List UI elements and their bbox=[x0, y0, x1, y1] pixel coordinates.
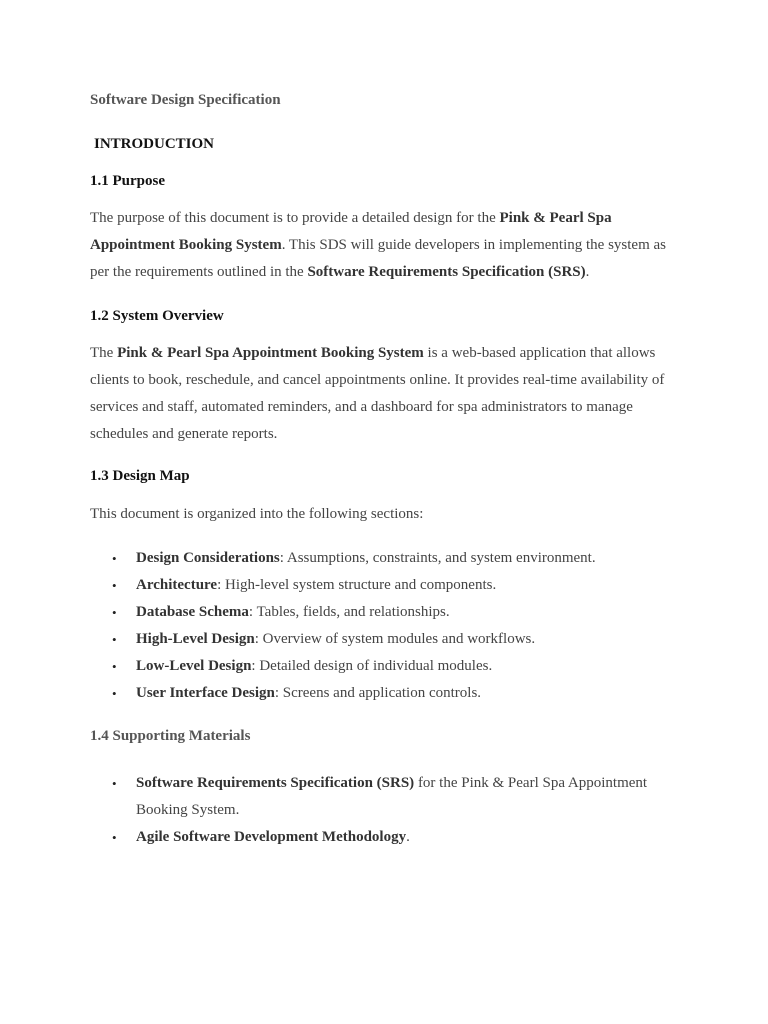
list-item-term: High-Level Design bbox=[136, 631, 255, 647]
bullet-marker: • bbox=[112, 686, 117, 701]
text-segment: . This SDS will guide developers in implementing the system as per the requirements outlined in the bbox=[90, 237, 666, 280]
supporting-materials-list bbox=[90, 770, 680, 851]
list-item-desc: . bbox=[406, 829, 410, 845]
bullet-marker: • bbox=[112, 830, 117, 845]
text-segment: is a web-based application that allows clients to book, reschedule, and cancel appointments online. It provides real-time availability of services and staff, automated reminders, and a dashboard for spa administrators to manage schedules and generate reports. bbox=[90, 345, 665, 442]
list-item bbox=[90, 770, 680, 824]
list-item bbox=[90, 572, 680, 599]
bullet-marker: • bbox=[112, 776, 117, 791]
paragraph-design-map-intro: This document is organized into the following sections: bbox=[90, 506, 424, 522]
list-item-term: Low-Level Design bbox=[136, 658, 252, 674]
bold-segment: Pink & Pearl Spa Appointment Booking System bbox=[117, 345, 424, 361]
bullet-marker: • bbox=[112, 659, 117, 674]
list-item-term: Architecture bbox=[136, 577, 218, 593]
list-item-term: Agile Software Development Methodology bbox=[136, 829, 407, 845]
list-item-desc: for the Pink & Pearl Spa Appointment Booking System. bbox=[136, 775, 648, 818]
heading-system-overview: 1.2 System Overview bbox=[90, 308, 224, 324]
list-item-desc: : High-level system structure and components. bbox=[217, 577, 497, 593]
list-item-term: Database Schema bbox=[136, 604, 249, 620]
bullet-marker: • bbox=[112, 605, 117, 620]
list-item bbox=[90, 599, 680, 626]
paragraph-purpose bbox=[90, 205, 680, 286]
text-segment: The bbox=[90, 345, 118, 361]
list-item-desc: : Screens and application controls. bbox=[274, 685, 482, 701]
heading-purpose: 1.1 Purpose bbox=[90, 173, 165, 189]
paragraph-system-overview bbox=[90, 340, 680, 448]
list-item-term: User Interface Design bbox=[136, 685, 275, 701]
document-title: Software Design Specification bbox=[90, 92, 281, 108]
list-item-desc: : Detailed design of individual modules. bbox=[251, 658, 493, 674]
heading-supporting-materials: 1.4 Supporting Materials bbox=[90, 728, 251, 744]
list-item-desc: : Assumptions, constraints, and system environment. bbox=[279, 550, 596, 566]
text-segment: The purpose of this document is to provide a detailed design for the bbox=[90, 210, 500, 226]
list-item bbox=[90, 626, 680, 653]
bullet-marker: • bbox=[112, 578, 117, 593]
bullet-marker: • bbox=[112, 551, 117, 566]
list-item-desc: : Tables, fields, and relationships. bbox=[248, 604, 450, 620]
list-item bbox=[90, 545, 680, 572]
bold-segment: Pink & Pearl Spa Appointment Booking System bbox=[90, 210, 612, 253]
bullet-marker: • bbox=[112, 632, 117, 647]
list-item bbox=[90, 653, 680, 680]
list-item-term: Design Considerations bbox=[136, 550, 280, 566]
bold-segment: Software Requirements Specification (SRS) bbox=[307, 264, 586, 280]
list-item bbox=[90, 824, 680, 851]
section-heading-introduction: INTRODUCTION bbox=[94, 136, 215, 152]
text-segment: . bbox=[585, 264, 590, 280]
heading-design-map: 1.3 Design Map bbox=[90, 468, 190, 484]
list-item bbox=[90, 680, 680, 707]
list-item-term: Software Requirements Specification (SRS) bbox=[136, 775, 415, 791]
list-item-desc: : Overview of system modules and workflows. bbox=[254, 631, 536, 647]
design-map-list bbox=[90, 545, 680, 707]
